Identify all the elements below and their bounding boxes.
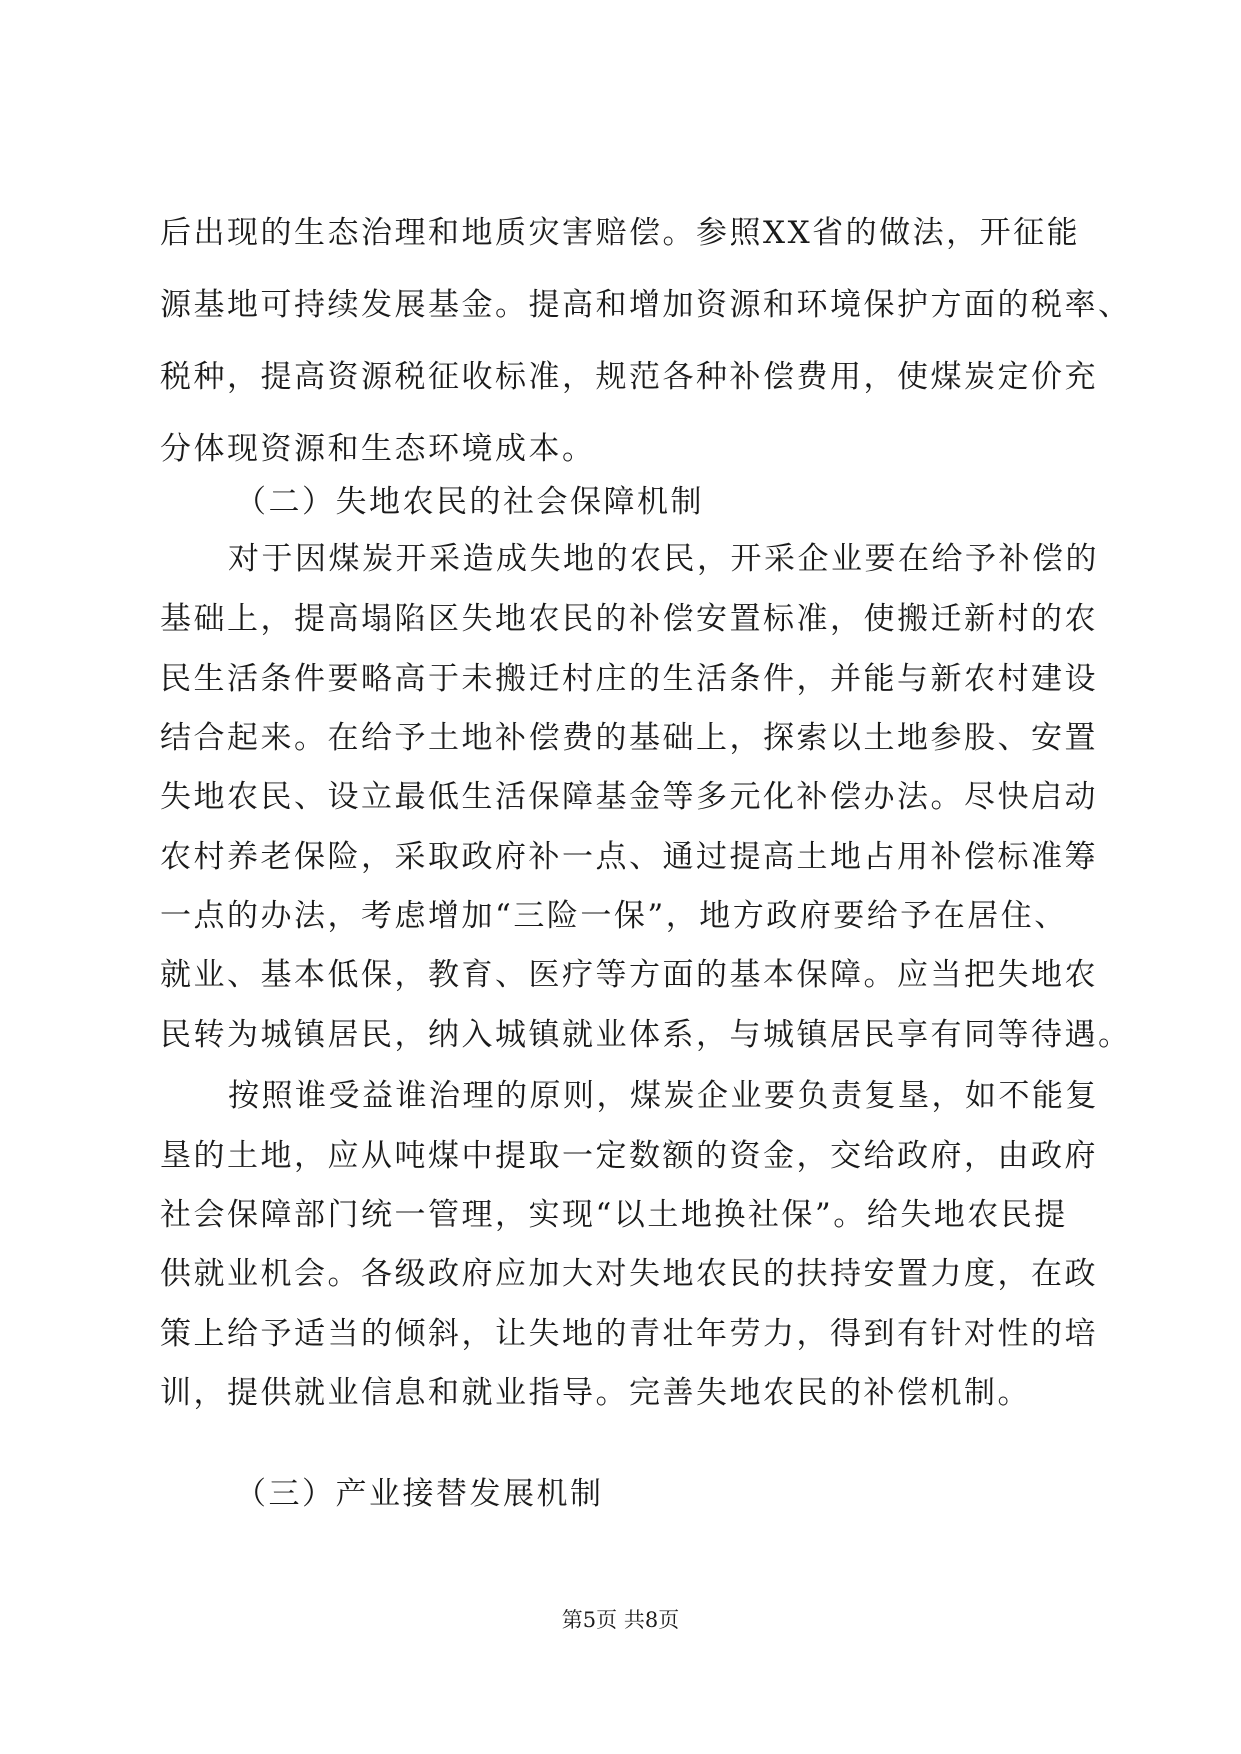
paragraph-line: 失地农民、设立最低生活保障基金等多元化补偿办法。尽快启动 xyxy=(160,779,1098,815)
paragraph-line: 农村养老保险，采取政府补一点、通过提高土地占用补偿标准筹 xyxy=(160,839,1098,875)
paragraph-line: 一点的办法，考虑增加“三险一保”，地方政府要给予在居住、 xyxy=(160,898,1068,934)
paragraph-line: 训，提供就业信息和就业指导。完善失地农民的补偿机制。 xyxy=(160,1375,1031,1411)
paragraph-line: 民转为城镇居民，纳入城镇就业体系，与城镇居民享有同等待遇。 xyxy=(160,1017,1132,1053)
paragraph-line: 按照谁受益谁治理的原则，煤炭企业要负责复垦，如不能复 xyxy=(228,1078,1099,1114)
paragraph-line: 对于因煤炭开采造成失地的农民，开采企业要在给予补偿的 xyxy=(228,541,1099,577)
page-number-footer: 第5页 共8页 xyxy=(561,1608,680,1632)
paragraph-line: 就业、基本低保，教育、医疗等方面的基本保障。应当把失地农 xyxy=(160,957,1098,993)
paragraph-line: 结合起来。在给予土地补偿费的基础上，探索以土地参股、安置 xyxy=(160,720,1098,756)
section-heading: （二）失地农民的社会保障机制 xyxy=(235,484,704,520)
paragraph-line: 税种，提高资源税征收标准，规范各种补偿费用，使煤炭定价充 xyxy=(160,359,1098,395)
paragraph-line: 供就业机会。各级政府应加大对失地农民的扶持安置力度，在政 xyxy=(160,1256,1098,1292)
paragraph-line: 源基地可持续发展基金。提高和增加资源和环境保护方面的税率、 xyxy=(160,287,1132,323)
paragraph-line: 分体现资源和生态环境成本。 xyxy=(160,431,596,467)
paragraph-line: 基础上，提高塌陷区失地农民的补偿安置标准，使搬迁新村的农 xyxy=(160,601,1098,637)
paragraph-line: 后出现的生态治理和地质灾害赔偿。参照XX省的做法，开征能 xyxy=(160,215,1081,251)
paragraph-line: 策上给予适当的倾斜，让失地的青壮年劳力，得到有针对性的培 xyxy=(160,1316,1098,1352)
paragraph-line: 社会保障部门统一管理，实现“以土地换社保”。给失地农民提 xyxy=(160,1197,1068,1233)
paragraph-line: 垦的土地，应从吨煤中提取一定数额的资金，交给政府，由政府 xyxy=(160,1138,1098,1174)
paragraph-line: 民生活条件要略高于未搬迁村庄的生活条件，并能与新农村建设 xyxy=(160,661,1098,697)
section-heading: （三）产业接替发展机制 xyxy=(235,1476,604,1512)
